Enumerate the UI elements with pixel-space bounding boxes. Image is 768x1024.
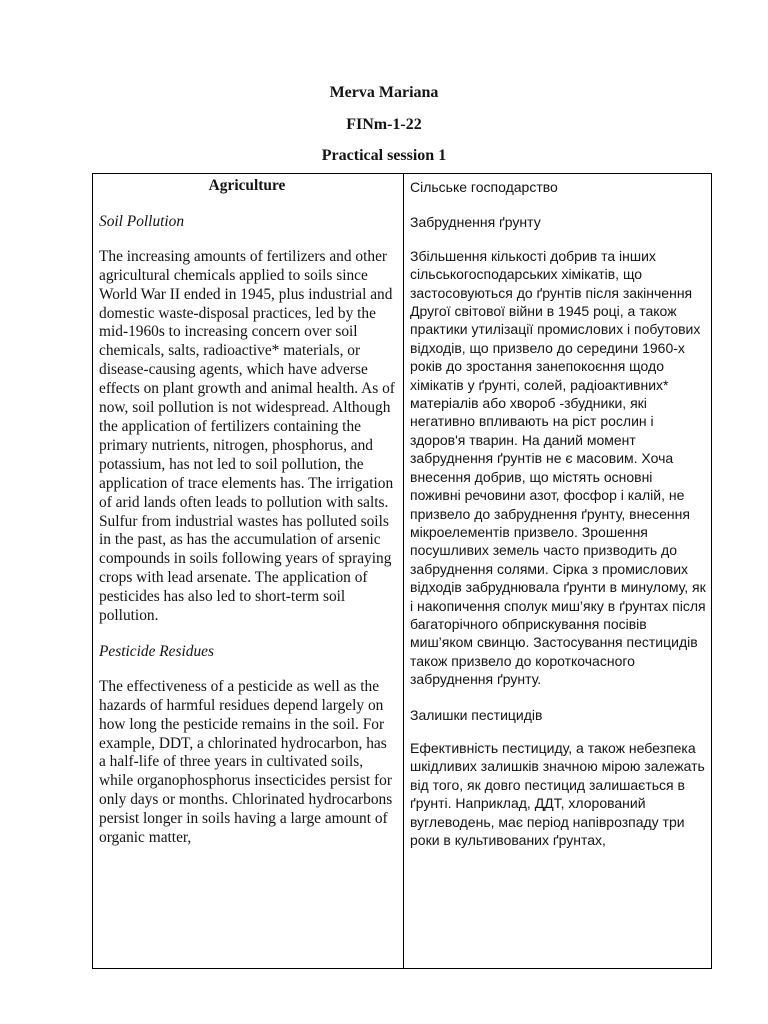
english-section-soil-pollution-title: Soil Pollution <box>99 212 185 230</box>
english-column <box>99 174 395 968</box>
english-heading: Agriculture <box>208 177 286 194</box>
author-name: Merva Mariana <box>329 84 439 101</box>
english-section-pesticide-residues-body: The effectiveness of a pesticide as well as the hazards of harmful residues depend largely on how long the pesticide remains in the soil. For example, DDT, a chlorinated hydrocarbon, has a half-life of three years in cultivated soils, while organophosphorus insecticides persist for only days or months. Chlorinated hydrocarbons persist longer in soils having a large amount of organic matter, <box>99 677 393 847</box>
ukrainian-section-soil-pollution-body: Збільшення кількості добрив та інших сільськогосподарських хімікатів, що застосовуються до ґрунтів після закінчення Другої світової війни в 1945 році, а також практики утилізації промислових і побутових відходів, що призвело до середини 1960-х років до зростання занепокоєння щодо хімікатів у ґрунті, солей, радіоактивних* матеріалів або хвороб -збудники, які негативно впливають на ріст рослин і здоров'я тварин. На даний момент забруднення ґрунтів не є масовим. Хоча внесення добрив, що містять основні поживні речовини азот, фосфор і калій, не призвело до забруднення ґрунту, внесення мікроелементів призвело. Зрошення посушливих земель часто призводить до забруднення солями. Сірка з промислових відходів забруднювала ґрунти в минулому, як і накопичення сполук миш’яку в ґрунтах після багаторічного обприскування посівів миш’яком свинцю. Застосування пестицидів також призвело до короткочасного забруднення ґрунту. <box>410 247 706 688</box>
session-title: Practical session 1 <box>321 147 447 164</box>
ukrainian-heading: Сільське господарство <box>410 179 558 195</box>
english-section-pesticide-residues-title: Pesticide Residues <box>99 642 214 660</box>
column-divider <box>403 174 404 968</box>
ukrainian-section-pesticide-residues-title: Залишки пестицидів <box>410 706 543 723</box>
ukrainian-section-soil-pollution-title: Забруднення ґрунту <box>410 214 541 231</box>
ukrainian-column <box>410 174 706 968</box>
ukrainian-section-pesticide-residues-body: Ефективність пестициду, а також небезпека шкідливих залишків значною мірою залежать від того, як довго пестицид залишається в ґрунті. Наприклад, ДДТ, хлорований вуглеводень, має період напіврозпаду три роки в культивованих ґрунтах, <box>410 739 705 848</box>
translation-table <box>92 173 712 969</box>
english-section-soil-pollution-body: The increasing amounts of fertilizers and other agricultural chemicals applied to soils since World War II ended in 1945, plus industrial and domestic waste-disposal practices, led by the mid-1960s to increasing concern over soil chemicals, salts, radioactive* materials, or disease-causing agents, which have adverse effects on plant growth and animal health. As of now, soil pollution is not widespread. Although the application of fertilizers containing the primary nutrients, nitrogen, phosphorus, and potassium, has not led to soil pollution, the application of trace elements has. The irrigation of arid lands often leads to pollution with salts. Sulfur from industrial wastes has polluted soils in the past, as has the accumulation of arsenic compounds in soils following years of spraying crops with lead arsenate. The application of pesticides has also led to short-term soil pollution. <box>99 247 395 625</box>
group-code: FINm-1-22 <box>346 116 422 133</box>
